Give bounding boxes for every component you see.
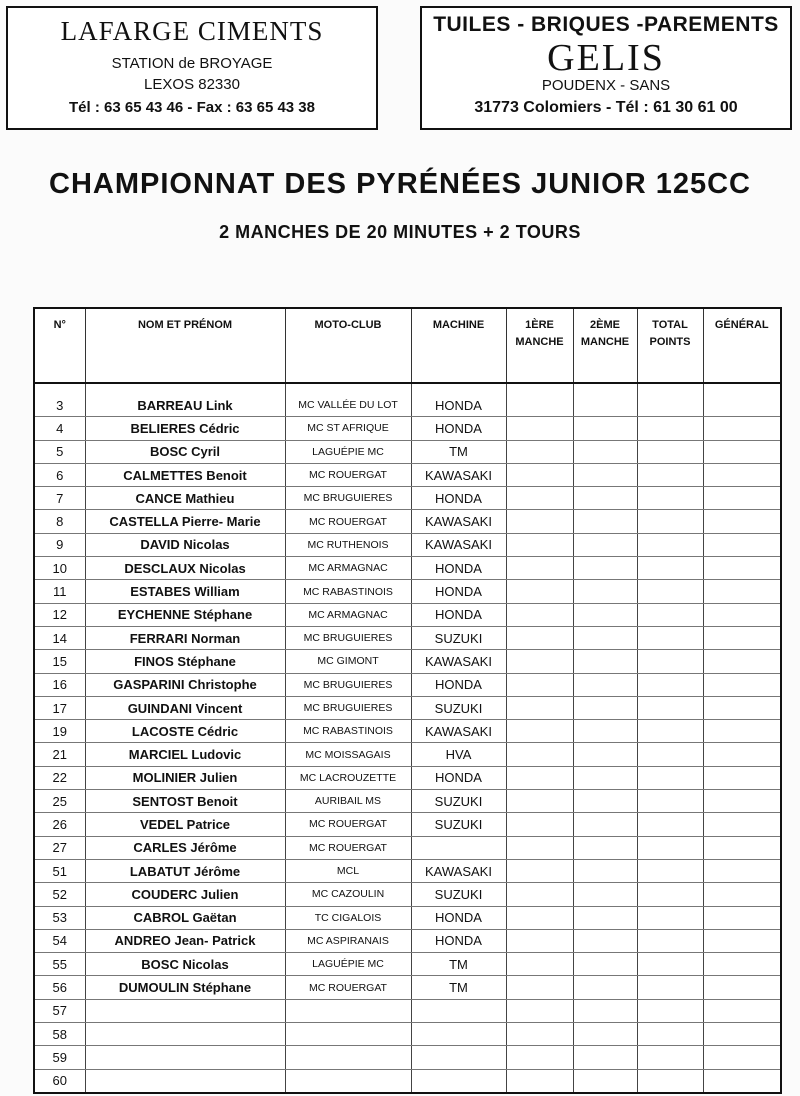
- total-points-cell: [637, 510, 703, 533]
- rider-machine: KAWASAKI: [411, 533, 506, 556]
- rider-club: MC ROUERGAT: [285, 836, 411, 859]
- rider-machine: SUZUKI: [411, 626, 506, 649]
- rider-name: GUINDANI Vincent: [85, 696, 285, 719]
- col-header-total-points: TOTAL POINTS: [637, 308, 703, 383]
- manche-1-cell: [506, 463, 573, 486]
- rider-number: 5: [34, 440, 85, 463]
- rider-machine: HONDA: [411, 394, 506, 417]
- rider-machine: HONDA: [411, 929, 506, 952]
- rider-club: [285, 1023, 411, 1046]
- general-cell: [703, 603, 781, 626]
- rider-number: 25: [34, 790, 85, 813]
- total-points-cell: [637, 1069, 703, 1093]
- rider-number: 8: [34, 510, 85, 533]
- general-cell: [703, 790, 781, 813]
- general-cell: [703, 813, 781, 836]
- table-row: [34, 790, 781, 813]
- sponsor-ad-gelis: [420, 6, 792, 130]
- manche-2-cell: [573, 813, 637, 836]
- rider-number: 58: [34, 1023, 85, 1046]
- rider-number: 57: [34, 999, 85, 1022]
- total-points-cell: [637, 929, 703, 952]
- manche-2-cell: [573, 557, 637, 580]
- total-points-cell: [637, 580, 703, 603]
- rider-club: MC ARMAGNAC: [285, 557, 411, 580]
- rider-club: MC RABASTINOIS: [285, 720, 411, 743]
- rider-club: MC RABASTINOIS: [285, 580, 411, 603]
- total-points-cell: [637, 883, 703, 906]
- rider-machine: TM: [411, 976, 506, 999]
- manche-1-cell: [506, 650, 573, 673]
- general-cell: [703, 766, 781, 789]
- manche-1-cell: [506, 696, 573, 719]
- total-points-cell: [637, 720, 703, 743]
- sponsor-products: TUILES - BRIQUES -PAREMENTS: [433, 13, 779, 36]
- rider-machine: KAWASAKI: [411, 463, 506, 486]
- total-points-cell: [637, 859, 703, 882]
- manche-2-cell: [573, 976, 637, 999]
- manche-2-cell: [573, 906, 637, 929]
- rider-name: [85, 1046, 285, 1069]
- table-row: [34, 743, 781, 766]
- rider-machine: HONDA: [411, 580, 506, 603]
- manche-1-cell: [506, 999, 573, 1022]
- total-points-cell: [637, 650, 703, 673]
- col-header-general: GÉNÉRAL: [703, 308, 781, 383]
- col-header-name: NOM ET PRÉNOM: [85, 308, 285, 383]
- manche-1-cell: [506, 929, 573, 952]
- rider-name: BOSC Nicolas: [85, 953, 285, 976]
- rider-name: COUDERC Julien: [85, 883, 285, 906]
- table-row: [34, 906, 781, 929]
- rider-machine: KAWASAKI: [411, 510, 506, 533]
- page-title: CHAMPIONNAT DES PYRÉNÉES JUNIOR 125CC: [49, 168, 751, 200]
- manche-2-cell: [573, 859, 637, 882]
- rider-number: 14: [34, 626, 85, 649]
- rider-club: MC ROUERGAT: [285, 813, 411, 836]
- manche-1-cell: [506, 766, 573, 789]
- rider-machine: HONDA: [411, 603, 506, 626]
- rider-number: 6: [34, 463, 85, 486]
- rider-machine: HONDA: [411, 417, 506, 440]
- rider-name: [85, 1023, 285, 1046]
- manche-1-cell: [506, 1023, 573, 1046]
- rider-club: AURIBAIL MS: [285, 790, 411, 813]
- col-header-club: MOTO-CLUB: [285, 308, 411, 383]
- manche-1-cell: [506, 1069, 573, 1093]
- rider-name: DUMOULIN Stéphane: [85, 976, 285, 999]
- table-row: [34, 673, 781, 696]
- rider-club: MC BRUGUIERES: [285, 673, 411, 696]
- manche-1-cell: [506, 976, 573, 999]
- col-header-machine: MACHINE: [411, 308, 506, 383]
- rider-machine: KAWASAKI: [411, 720, 506, 743]
- rider-name: [85, 999, 285, 1022]
- rider-club: MC VALLÉE DU LOT: [285, 394, 411, 417]
- rider-number: 16: [34, 673, 85, 696]
- manche-2-cell: [573, 929, 637, 952]
- rider-name: BELIERES Cédric: [85, 417, 285, 440]
- manche-2-cell: [573, 463, 637, 486]
- manche-1-cell: [506, 533, 573, 556]
- rider-name: ANDREO Jean- Patrick: [85, 929, 285, 952]
- manche-2-cell: [573, 836, 637, 859]
- rider-machine: [411, 1046, 506, 1069]
- table-row: [34, 580, 781, 603]
- rider-machine: HONDA: [411, 766, 506, 789]
- rider-name: GASPARINI Christophe: [85, 673, 285, 696]
- rider-number: 26: [34, 813, 85, 836]
- table-row: [34, 836, 781, 859]
- rider-number: 19: [34, 720, 85, 743]
- total-points-cell: [637, 813, 703, 836]
- sponsor-line: STATION de BROYAGE: [111, 55, 273, 72]
- total-points-cell: [637, 417, 703, 440]
- general-cell: [703, 999, 781, 1022]
- general-cell: [703, 673, 781, 696]
- rider-number: 51: [34, 859, 85, 882]
- total-points-cell: [637, 440, 703, 463]
- rider-club: [285, 1046, 411, 1069]
- manche-2-cell: [573, 953, 637, 976]
- manche-1-cell: [506, 859, 573, 882]
- rider-name: CABROL Gaëtan: [85, 906, 285, 929]
- manche-2-cell: [573, 580, 637, 603]
- results-table: [33, 307, 782, 1094]
- manche-1-cell: [506, 487, 573, 510]
- rider-number: 15: [34, 650, 85, 673]
- total-points-cell: [637, 743, 703, 766]
- table-row: [34, 603, 781, 626]
- manche-2-cell: [573, 440, 637, 463]
- rider-machine: HONDA: [411, 557, 506, 580]
- rider-machine: TM: [411, 440, 506, 463]
- sponsor-contact: Tél : 63 65 43 46 - Fax : 63 65 43 38: [69, 99, 315, 116]
- general-cell: [703, 626, 781, 649]
- table-row: [34, 929, 781, 952]
- rider-machine: HONDA: [411, 906, 506, 929]
- rider-club: MC ROUERGAT: [285, 463, 411, 486]
- sponsor-name: GELIS: [547, 37, 665, 79]
- manche-2-cell: [573, 883, 637, 906]
- manche-1-cell: [506, 673, 573, 696]
- general-cell: [703, 720, 781, 743]
- table-row: [34, 463, 781, 486]
- rider-name: [85, 1069, 285, 1093]
- general-cell: [703, 836, 781, 859]
- rider-number: 52: [34, 883, 85, 906]
- rider-name: SENTOST Benoit: [85, 790, 285, 813]
- rider-number: 60: [34, 1069, 85, 1093]
- rider-name: LABATUT Jérôme: [85, 859, 285, 882]
- table-spacer-row: [34, 383, 781, 394]
- page-subtitle: 2 MANCHES DE 20 MINUTES + 2 TOURS: [219, 222, 581, 242]
- rider-number: 56: [34, 976, 85, 999]
- rider-club: MC BRUGUIERES: [285, 696, 411, 719]
- rider-machine: HVA: [411, 743, 506, 766]
- table-row: [34, 417, 781, 440]
- rider-machine: TM: [411, 953, 506, 976]
- rider-machine: SUZUKI: [411, 813, 506, 836]
- general-cell: [703, 929, 781, 952]
- col-header-num: N°: [34, 308, 85, 383]
- rider-name: MARCIEL Ludovic: [85, 743, 285, 766]
- table-row: [34, 813, 781, 836]
- table-header-row: [34, 308, 781, 383]
- manche-2-cell: [573, 603, 637, 626]
- col-header-manche-2: 2ÈME MANCHE: [573, 308, 637, 383]
- manche-1-cell: [506, 394, 573, 417]
- table-row: [34, 1046, 781, 1069]
- rider-machine: KAWASAKI: [411, 859, 506, 882]
- rider-name: LACOSTE Cédric: [85, 720, 285, 743]
- manche-2-cell: [573, 533, 637, 556]
- general-cell: [703, 906, 781, 929]
- table-row: [34, 557, 781, 580]
- manche-1-cell: [506, 883, 573, 906]
- rider-number: 27: [34, 836, 85, 859]
- manche-2-cell: [573, 999, 637, 1022]
- table-row: [34, 487, 781, 510]
- manche-1-cell: [506, 1046, 573, 1069]
- total-points-cell: [637, 766, 703, 789]
- rider-machine: [411, 836, 506, 859]
- general-cell: [703, 1069, 781, 1093]
- total-points-cell: [637, 1046, 703, 1069]
- rider-name: VEDEL Patrice: [85, 813, 285, 836]
- sponsor-ad-lafarge: [6, 6, 378, 130]
- rider-number: 53: [34, 906, 85, 929]
- total-points-cell: [637, 487, 703, 510]
- rider-name: FINOS Stéphane: [85, 650, 285, 673]
- rider-number: 12: [34, 603, 85, 626]
- general-cell: [703, 859, 781, 882]
- manche-2-cell: [573, 1046, 637, 1069]
- manche-2-cell: [573, 650, 637, 673]
- manche-1-cell: [506, 790, 573, 813]
- table-row: [34, 720, 781, 743]
- total-points-cell: [637, 533, 703, 556]
- manche-1-cell: [506, 813, 573, 836]
- general-cell: [703, 1023, 781, 1046]
- general-cell: [703, 557, 781, 580]
- rider-machine: SUZUKI: [411, 790, 506, 813]
- rider-number: 4: [34, 417, 85, 440]
- rider-club: MC BRUGUIERES: [285, 626, 411, 649]
- manche-1-cell: [506, 580, 573, 603]
- rider-club: MC BRUGUIERES: [285, 487, 411, 510]
- rider-number: 7: [34, 487, 85, 510]
- rider-number: 10: [34, 557, 85, 580]
- table-row: [34, 766, 781, 789]
- table-row: [34, 859, 781, 882]
- rider-machine: HONDA: [411, 487, 506, 510]
- table-row: [34, 650, 781, 673]
- manche-1-cell: [506, 440, 573, 463]
- rider-machine: [411, 1023, 506, 1046]
- manche-1-cell: [506, 836, 573, 859]
- table-row: [34, 440, 781, 463]
- rider-club: MC ST AFRIQUE: [285, 417, 411, 440]
- rider-name: CARLES Jérôme: [85, 836, 285, 859]
- manche-1-cell: [506, 417, 573, 440]
- rider-number: 11: [34, 580, 85, 603]
- table-row: [34, 696, 781, 719]
- table-row: [34, 976, 781, 999]
- total-points-cell: [637, 463, 703, 486]
- manche-1-cell: [506, 626, 573, 649]
- general-cell: [703, 510, 781, 533]
- manche-2-cell: [573, 696, 637, 719]
- rider-club: MC LACROUZETTE: [285, 766, 411, 789]
- total-points-cell: [637, 673, 703, 696]
- rider-number: 54: [34, 929, 85, 952]
- manche-2-cell: [573, 394, 637, 417]
- rider-name: CASTELLA Pierre- Marie: [85, 510, 285, 533]
- manche-2-cell: [573, 743, 637, 766]
- rider-club: TC CIGALOIS: [285, 906, 411, 929]
- manche-1-cell: [506, 743, 573, 766]
- rider-number: 3: [34, 394, 85, 417]
- total-points-cell: [637, 836, 703, 859]
- rider-club: MC RUTHENOIS: [285, 533, 411, 556]
- rider-name: DESCLAUX Nicolas: [85, 557, 285, 580]
- rider-club: [285, 999, 411, 1022]
- manche-2-cell: [573, 1069, 637, 1093]
- table-row: [34, 533, 781, 556]
- rider-name: MOLINIER Julien: [85, 766, 285, 789]
- rider-machine: [411, 1069, 506, 1093]
- manche-2-cell: [573, 626, 637, 649]
- rider-number: 22: [34, 766, 85, 789]
- total-points-cell: [637, 603, 703, 626]
- manche-1-cell: [506, 720, 573, 743]
- general-cell: [703, 533, 781, 556]
- table-body: [34, 383, 781, 1093]
- general-cell: [703, 394, 781, 417]
- total-points-cell: [637, 790, 703, 813]
- rider-number: 21: [34, 743, 85, 766]
- manche-1-cell: [506, 557, 573, 580]
- rider-name: BOSC Cyril: [85, 440, 285, 463]
- rider-club: MC ROUERGAT: [285, 976, 411, 999]
- rider-club: MC ARMAGNAC: [285, 603, 411, 626]
- table-row: [34, 626, 781, 649]
- rider-club: MC CAZOULIN: [285, 883, 411, 906]
- sponsor-address: LEXOS 82330: [144, 76, 240, 93]
- total-points-cell: [637, 953, 703, 976]
- table-row: [34, 1069, 781, 1093]
- table-row: [34, 1023, 781, 1046]
- rider-number: 17: [34, 696, 85, 719]
- manche-2-cell: [573, 766, 637, 789]
- general-cell: [703, 976, 781, 999]
- manche-1-cell: [506, 906, 573, 929]
- rider-name: CANCE Mathieu: [85, 487, 285, 510]
- rider-club: MC MOISSAGAIS: [285, 743, 411, 766]
- rider-number: 55: [34, 953, 85, 976]
- rider-club: MC ASPIRANAIS: [285, 929, 411, 952]
- total-points-cell: [637, 557, 703, 580]
- rider-club: LAGUÉPIE MC: [285, 953, 411, 976]
- rider-name: CALMETTES Benoit: [85, 463, 285, 486]
- manche-2-cell: [573, 790, 637, 813]
- total-points-cell: [637, 696, 703, 719]
- table-row: [34, 953, 781, 976]
- total-points-cell: [637, 626, 703, 649]
- rider-name: EYCHENNE Stéphane: [85, 603, 285, 626]
- rider-number: 9: [34, 533, 85, 556]
- manche-2-cell: [573, 510, 637, 533]
- general-cell: [703, 953, 781, 976]
- sponsor-address: POUDENX - SANS: [541, 77, 671, 94]
- manche-2-cell: [573, 1023, 637, 1046]
- total-points-cell: [637, 1023, 703, 1046]
- rider-name: BARREAU Link: [85, 394, 285, 417]
- rider-machine: SUZUKI: [411, 883, 506, 906]
- general-cell: [703, 696, 781, 719]
- general-cell: [703, 1046, 781, 1069]
- rider-club: MC GIMONT: [285, 650, 411, 673]
- table-row: [34, 394, 781, 417]
- rider-name: ESTABES William: [85, 580, 285, 603]
- manche-1-cell: [506, 510, 573, 533]
- rider-club: MCL: [285, 859, 411, 882]
- general-cell: [703, 440, 781, 463]
- general-cell: [703, 580, 781, 603]
- total-points-cell: [637, 976, 703, 999]
- manche-1-cell: [506, 603, 573, 626]
- rider-name: FERRARI Norman: [85, 626, 285, 649]
- manche-1-cell: [506, 953, 573, 976]
- general-cell: [703, 650, 781, 673]
- rider-machine: [411, 999, 506, 1022]
- total-points-cell: [637, 906, 703, 929]
- table-row: [34, 999, 781, 1022]
- manche-2-cell: [573, 673, 637, 696]
- table-row: [34, 510, 781, 533]
- rider-club: [285, 1069, 411, 1093]
- total-points-cell: [637, 394, 703, 417]
- general-cell: [703, 743, 781, 766]
- rider-machine: KAWASAKI: [411, 650, 506, 673]
- general-cell: [703, 487, 781, 510]
- general-cell: [703, 883, 781, 906]
- table-row: [34, 883, 781, 906]
- sponsor-contact: 31773 Colomiers - Tél : 61 30 61 00: [474, 99, 738, 116]
- rider-club: LAGUÉPIE MC: [285, 440, 411, 463]
- manche-2-cell: [573, 487, 637, 510]
- manche-2-cell: [573, 720, 637, 743]
- rider-number: 59: [34, 1046, 85, 1069]
- manche-2-cell: [573, 417, 637, 440]
- sponsor-name: LAFARGE CIMENTS: [60, 16, 324, 46]
- rider-machine: HONDA: [411, 673, 506, 696]
- general-cell: [703, 463, 781, 486]
- general-cell: [703, 417, 781, 440]
- total-points-cell: [637, 999, 703, 1022]
- col-header-manche-1: 1ÈRE MANCHE: [506, 308, 573, 383]
- rider-machine: SUZUKI: [411, 696, 506, 719]
- rider-club: MC ROUERGAT: [285, 510, 411, 533]
- rider-name: DAVID Nicolas: [85, 533, 285, 556]
